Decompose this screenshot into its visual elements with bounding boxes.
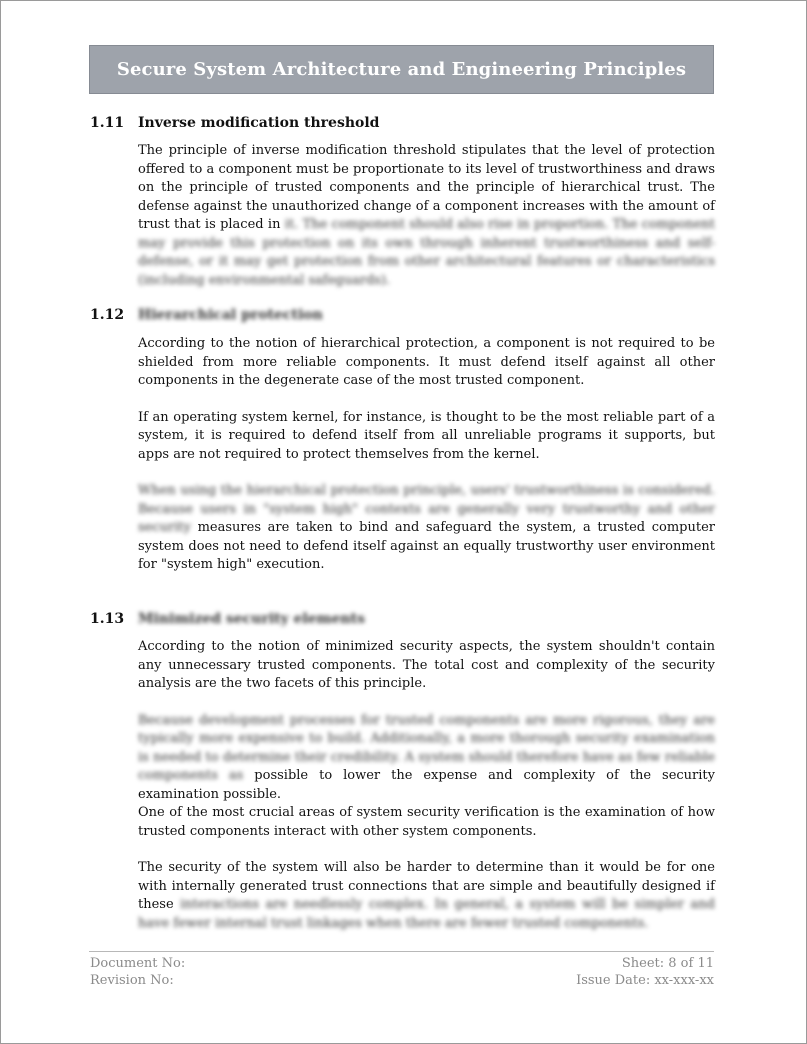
paragraph xyxy=(138,482,715,575)
blurred-text: interactions are needlessly complex. In general, a system will be simpler and have fewer internal trust linkages when there are fewer trusted components. xyxy=(138,897,715,931)
paragraph xyxy=(138,638,715,694)
section-number: 1.12 xyxy=(90,307,125,323)
section-title: Hierarchical protection xyxy=(138,307,323,323)
blurred-text: it. The component should also rise in proportion. The component may provide this protection on its own through inherent trustworthiness and self-defense, or it may get protection from other architectural features or characteristics (including environmental safeguards). xyxy=(138,217,715,288)
sheet-number: Sheet: 8 of 11 xyxy=(621,956,714,971)
footer-row xyxy=(90,972,714,989)
paragraph-text: If an operating system kernel, for instance, is thought to be the most reliable part of a system, it is required to defend itself from all unreliable programs it supports, but apps are not required to protect themselves from the kernel. xyxy=(138,409,715,462)
paragraph-text: possible to lower the expense and complexity of the security examination possible. xyxy=(138,768,715,802)
document-title: Secure System Architecture and Engineering Principles xyxy=(116,59,687,80)
revision-no-label: Revision No: xyxy=(90,973,174,988)
section-1-12 xyxy=(90,305,715,588)
page-footer xyxy=(90,955,714,989)
paragraph-text: One of the most crucial areas of system security verification is the examination of how trusted components interact with other system components. xyxy=(138,805,715,839)
paragraph xyxy=(138,712,715,842)
issue-date: Issue Date: xx-xxx-xx xyxy=(576,973,714,988)
document-no-label: Document No: xyxy=(90,956,186,971)
paragraph-text: The security of the system will also be harder to determine than it would be for one with internally generated trust connections that are simple and beautifully designed if these xyxy=(138,860,715,912)
section-heading xyxy=(90,113,715,133)
footer-divider xyxy=(89,951,714,952)
paragraph-text: measures are taken to bind and safeguard the system, a trusted computer system does not need to defend itself against an equally trustworthy user environment for "system high" execution. xyxy=(138,520,715,572)
section-heading xyxy=(90,609,715,629)
blurred-text: When using the hierarchical protection principle, users' trustworthiness is considered. Because users in "system high" contexts are generally very trustworthy and other security xyxy=(138,483,715,535)
section-1-11 xyxy=(90,113,715,303)
section-number: 1.13 xyxy=(90,611,125,627)
section-title: Inverse modification threshold xyxy=(138,115,380,131)
blurred-text: Because development processes for trusted components are more rigorous, they are typically more expensive to build. Additionally, a more thorough security examination is needed to determine their credibility. A system should therefore have as few reliable components as xyxy=(138,712,715,783)
paragraph-text: According to the notion of minimized security aspects, the system shouldn't contain any unnecessary trusted components. The total cost and complexity of the security analysis are the two facets of this principle. xyxy=(138,639,715,691)
header-banner xyxy=(89,45,714,94)
paragraph-text: The principle of inverse modification threshold stipulates that the level of protection offered to a component must be proportionate to its level of trustworthiness and draws on the principle of trusted components and the principle of hierarchical trust. The defense against the unauthorized change of a component increases with the amount of trust that is placed in xyxy=(138,143,715,232)
section-number: 1.11 xyxy=(90,115,125,131)
section-1-13 xyxy=(90,609,715,946)
paragraph xyxy=(138,335,715,391)
footer-row xyxy=(90,955,714,972)
paragraph-text: According to the notion of hierarchical protection, a component is not required to be shielded from more reliable components. It must defend itself against all other components in the degenerate case of the most trusted component. xyxy=(138,336,715,388)
paragraph xyxy=(138,859,715,933)
section-heading xyxy=(90,305,715,325)
paragraph xyxy=(138,142,715,290)
paragraph xyxy=(138,409,715,465)
section-title: Minimized security elements xyxy=(138,611,366,627)
